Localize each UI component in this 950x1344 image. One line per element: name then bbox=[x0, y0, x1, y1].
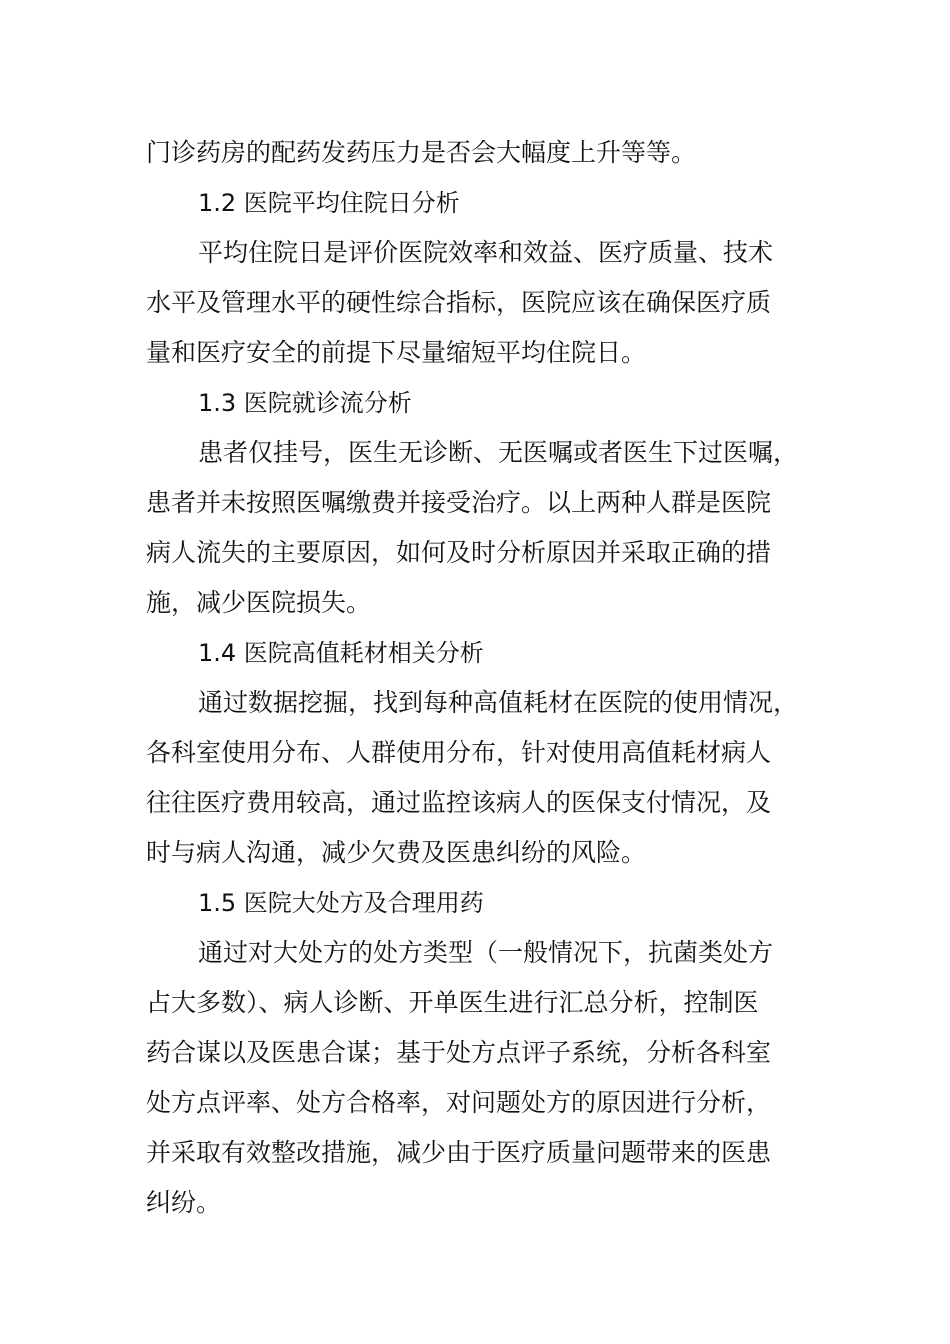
document-body bbox=[146, 128, 806, 1228]
paragraph-line: 施，减少医院损失。 bbox=[146, 588, 372, 617]
paragraph-line: 往往医疗费用较高，通过监控该病人的医保支付情况，及 bbox=[146, 788, 772, 817]
paragraph-line: 药合谋以及医患合谋；基于处方点评子系统，分析各科室 bbox=[146, 1038, 772, 1067]
section-heading-1-4: 1.4 医院高值耗材相关分析 bbox=[198, 639, 484, 667]
paragraph-line: 时与病人沟通，减少欠费及医患纠纷的风险。 bbox=[146, 838, 647, 867]
paragraph-line: 通过对大处方的处方类型（一般情况下，抗菌类处方 bbox=[198, 938, 774, 967]
section-heading-1-2: 1.2 医院平均住院日分析 bbox=[198, 189, 460, 217]
paragraph-line: 门诊药房的配药发药压力是否会大幅度上升等等。 bbox=[146, 138, 697, 167]
paragraph-line: 处方点评率、处方合格率，对问题处方的原因进行分析， bbox=[146, 1088, 772, 1117]
paragraph-line: 病人流失的主要原因，如何及时分析原因并采取正确的措 bbox=[146, 538, 772, 567]
paragraph-line: 患者并未按照医嘱缴费并接受治疗。以上两种人群是医院 bbox=[146, 488, 772, 517]
paragraph-line: 水平及管理水平的硬性综合指标，医院应该在确保医疗质 bbox=[146, 288, 772, 317]
paragraph-line: 平均住院日是评价医院效率和效益、医疗质量、技术 bbox=[198, 238, 774, 267]
paragraph-line: 通过数据挖掘，找到每种高值耗材在医院的使用情况， bbox=[198, 688, 799, 717]
paragraph-line: 量和医疗安全的前提下尽量缩短平均住院日。 bbox=[146, 338, 647, 367]
section-heading-1-3: 1.3 医院就诊流分析 bbox=[198, 389, 412, 417]
paragraph-line: 患者仅挂号，医生无诊断、无医嘱或者医生下过医嘱， bbox=[198, 438, 799, 467]
paragraph-line: 纠纷。 bbox=[146, 1188, 222, 1217]
paragraph-line: 并采取有效整改措施，减少由于医疗质量问题带来的医患 bbox=[146, 1138, 772, 1167]
paragraph-line: 占大多数）、病人诊断、开单医生进行汇总分析，控制医 bbox=[146, 988, 759, 1017]
section-heading-1-5: 1.5 医院大处方及合理用药 bbox=[198, 889, 484, 917]
paragraph-line: 各科室使用分布、人群使用分布，针对使用高值耗材病人 bbox=[146, 738, 772, 767]
